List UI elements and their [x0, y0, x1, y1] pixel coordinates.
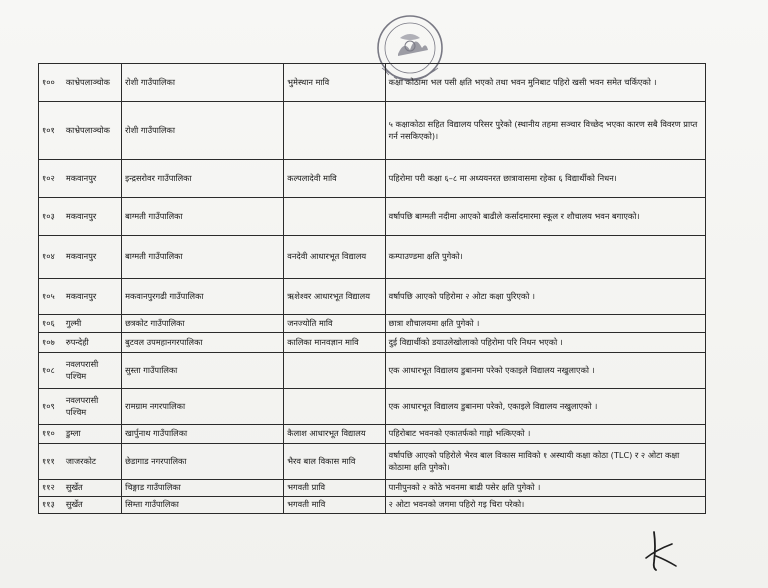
- row-number-cell: १०७: [39, 333, 63, 353]
- row-number-cell: ११३: [39, 497, 63, 514]
- district-cell: डुम्ला: [63, 425, 122, 444]
- municipality-cell: रामग्राम नगरपालिका: [122, 389, 284, 425]
- district-cell: सुर्खेत: [63, 497, 122, 514]
- table-row: [39, 444, 706, 480]
- table-row: [39, 279, 706, 315]
- district-cell: सुर्खेत: [63, 480, 122, 497]
- table-row: [39, 315, 706, 333]
- row-number-cell: १०४: [39, 236, 63, 279]
- table-row: [39, 160, 706, 198]
- table-row: [39, 236, 706, 279]
- damage-description-cell: वर्षापछि बाग्मती नदीमा आएको बाढीले कर्सादमारमा स्कूल र शौचालय भवन बगाएको।: [385, 198, 705, 236]
- municipality-cell: बाग्मती गाउँपालिका: [122, 198, 284, 236]
- municipality-cell: छत्रकोट गाउँपालिका: [122, 315, 284, 333]
- row-number-cell: ११०: [39, 425, 63, 444]
- district-cell: मकवानपुर: [63, 236, 122, 279]
- district-cell: काभ्रेपलाञ्चोक: [63, 102, 122, 160]
- district-cell: मकवानपुर: [63, 198, 122, 236]
- table-row: [39, 480, 706, 497]
- school-damage-table: [38, 63, 706, 514]
- school-cell: भुमेस्थान मावि: [284, 64, 385, 102]
- damage-description-cell: पानीपुनको २ कोठे भवनमा बाढी पसेर क्षति पुगेको ।: [385, 480, 705, 497]
- table-row: [39, 198, 706, 236]
- row-number-cell: १००: [39, 64, 63, 102]
- district-cell: रुपन्देही: [63, 333, 122, 353]
- row-number-cell: १०८: [39, 353, 63, 389]
- municipality-cell: चिङ्गाड गाउँपालिका: [122, 480, 284, 497]
- damage-description-cell: छात्रा शौचालयमा क्षति पुगेको ।: [385, 315, 705, 333]
- municipality-cell: छेडागाड नगरपालिका: [122, 444, 284, 480]
- school-cell: भगवती प्रावि: [284, 480, 385, 497]
- municipality-cell: रोशी गाउँपालिका: [122, 64, 284, 102]
- municipality-cell: बाग्मती गाउँपालिका: [122, 236, 284, 279]
- damage-description-cell: वर्षापछि आएको पहिरोमा २ ओटा कक्षा पुरिएको ।: [385, 279, 705, 315]
- table-row: [39, 497, 706, 514]
- school-cell: [284, 102, 385, 160]
- municipality-cell: मकवानपुरगढी गाउँपालिका: [122, 279, 284, 315]
- district-cell: नवलपरासी पश्चिम: [63, 353, 122, 389]
- damage-description-cell: वर्षापछि आएको पहिरोले भैरव बाल विकास माविको १ अस्थायी कक्षा कोठा (TLC) र २ ओटा कक्षा कोठामा क्षति पुगेको।: [385, 444, 705, 480]
- district-cell: मकवानपुर: [63, 160, 122, 198]
- district-cell: गुल्मी: [63, 315, 122, 333]
- handwritten-signature: [640, 528, 682, 574]
- school-cell: [284, 353, 385, 389]
- district-cell: काभ्रेपलाञ्चोक: [63, 64, 122, 102]
- damage-description-cell: दुई विद्यार्थीको डयाउलेखोलाको पहिरोमा परि निधन भएको ।: [385, 333, 705, 353]
- municipality-cell: सिम्ता गाउँपालिका: [122, 497, 284, 514]
- damage-description-cell: पहिरोबाट भवनको एकातर्फको गाह्रो भत्किएको ।: [385, 425, 705, 444]
- row-number-cell: १०२: [39, 160, 63, 198]
- damage-description-cell: कम्पाउण्डमा क्षति पुगेको।: [385, 236, 705, 279]
- municipality-cell: रोशी गाउँपालिका: [122, 102, 284, 160]
- row-number-cell: १०१: [39, 102, 63, 160]
- district-cell: मकवानपुर: [63, 279, 122, 315]
- damage-description-cell: २ ओटा भवनको जगमा पहिरो गइ चिरा परेको।: [385, 497, 705, 514]
- school-cell: भैरव बाल विकास मावि: [284, 444, 385, 480]
- damage-description-cell: एक आधारभूत विद्यालय डुबानमा परेको एकाइले विद्यालय नखुलाएको ।: [385, 353, 705, 389]
- school-cell: कल्पलादेवी मावि: [284, 160, 385, 198]
- table-row: [39, 102, 706, 160]
- row-number-cell: १०९: [39, 389, 63, 425]
- district-cell: नवलपरासी पश्चिम: [63, 389, 122, 425]
- row-number-cell: १०५: [39, 279, 63, 315]
- row-number-cell: ११२: [39, 480, 63, 497]
- table-row: [39, 64, 706, 102]
- school-cell: जनज्योति मावि: [284, 315, 385, 333]
- school-cell: वनदेवी आधारभूत विद्यालय: [284, 236, 385, 279]
- damage-description-cell: कक्षा कोठामा भल पसी क्षति भएको तथा भवन मुनिबाट पहिरो खसी भवन समेत चर्किएको ।: [385, 64, 705, 102]
- table-row: [39, 425, 706, 444]
- municipality-cell: खार्पुनाथ गाउँपालिका: [122, 425, 284, 444]
- school-cell: कैलाश आधारभूत विद्यालय: [284, 425, 385, 444]
- row-number-cell: १११: [39, 444, 63, 480]
- municipality-cell: सुस्ता गाउँपालिका: [122, 353, 284, 389]
- municipality-cell: बुटवल उपमहानगरपालिका: [122, 333, 284, 353]
- damage-description-cell: पहिरोमा परी कक्षा ६–८ मा अध्ययनरत छात्रावासमा रहेका ६ विद्यार्थीको निधन।: [385, 160, 705, 198]
- district-cell: जाजरकोट: [63, 444, 122, 480]
- school-cell: कालिका मानवज्ञान मावि: [284, 333, 385, 353]
- school-cell: [284, 389, 385, 425]
- damage-description-cell: एक आधारभूत विद्यालय डुबानमा परेको, एकाइले विद्यालय नखुलाएको ।: [385, 389, 705, 425]
- municipality-cell: इन्द्रसरोवर गाउँपालिका: [122, 160, 284, 198]
- table-body: [39, 64, 706, 514]
- row-number-cell: १०३: [39, 198, 63, 236]
- damage-description-cell: ५ कक्षाकोठा सहित विद्यालय परिसर पुरेको (स्थानीय तहमा सञ्चार विच्छेद भएका कारण सबै विवरण प्राप्त गर्न नसकिएको)।: [385, 102, 705, 160]
- row-number-cell: १०६: [39, 315, 63, 333]
- school-cell: ऋशेश्वर आधारभूत विद्यालय: [284, 279, 385, 315]
- table-row: [39, 389, 706, 425]
- school-cell: [284, 198, 385, 236]
- table-row: [39, 333, 706, 353]
- school-cell: भगवती मावि: [284, 497, 385, 514]
- table-row: [39, 353, 706, 389]
